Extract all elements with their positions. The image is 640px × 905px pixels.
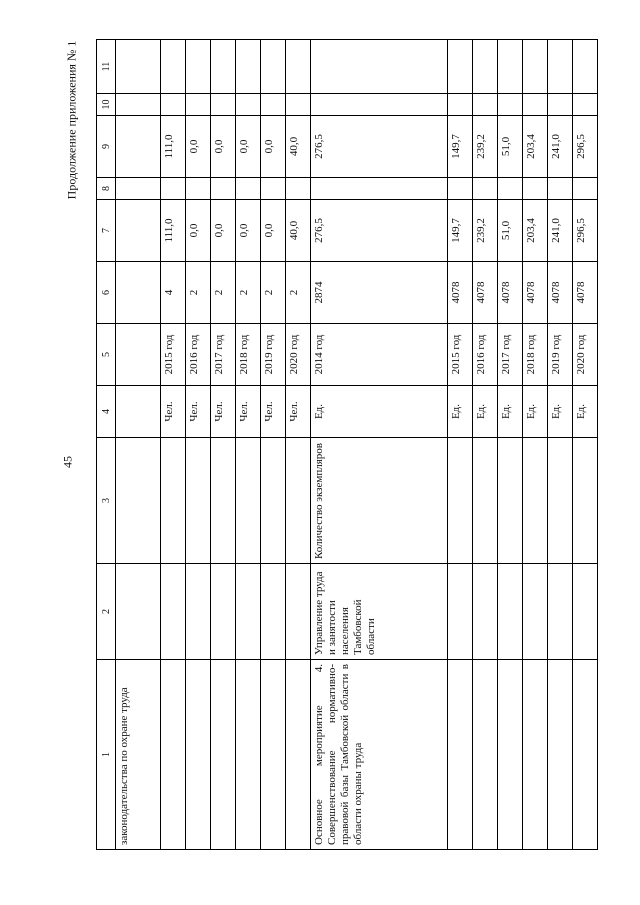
table-cell-col-6: 2	[211, 262, 236, 324]
table-cell-col-8	[448, 178, 473, 200]
table-cell-col-10	[523, 94, 548, 116]
table-cell-col-4: Чел.	[236, 386, 261, 438]
table-cell-col-9: 0,0	[211, 116, 236, 178]
table-cell-col-3	[236, 438, 261, 564]
table-container	[96, 40, 587, 850]
table-body	[97, 40, 598, 850]
data-table	[96, 39, 598, 850]
table-cell-col-1	[523, 660, 548, 850]
table-cell-col-6: 4078	[573, 262, 598, 324]
table-cell-col-7: 276,5	[311, 200, 448, 262]
table-cell-col-9: 40,0	[286, 116, 311, 178]
table-cell-col-8	[261, 178, 286, 200]
table-cell-col-5: 2019 год	[548, 324, 573, 386]
table-cell-col-3	[186, 438, 211, 564]
table-cell-col-6: 4078	[548, 262, 573, 324]
table-row	[116, 40, 161, 850]
table-cell-col-2	[261, 564, 286, 660]
table-cell-col-10	[573, 94, 598, 116]
table-row	[161, 40, 186, 850]
table-cell-col-1	[473, 660, 498, 850]
table-cell-col-3	[498, 438, 523, 564]
rotated-sheet	[96, 40, 587, 850]
table-cell-col-4: Ед.	[548, 386, 573, 438]
table-cell-col-3	[211, 438, 236, 564]
table-cell-col-11	[548, 40, 573, 94]
column-header-5: 5	[97, 324, 116, 386]
table-cell-col-10	[473, 94, 498, 116]
table-cell-col-10	[548, 94, 573, 116]
table-cell-col-3	[286, 438, 311, 564]
table-cell-col-2	[573, 564, 598, 660]
table-cell-col-8	[286, 178, 311, 200]
table-cell-col-3	[161, 438, 186, 564]
table-row	[523, 40, 548, 850]
table-cell-col-11	[116, 40, 161, 94]
table-cell-col-10	[498, 94, 523, 116]
table-cell-col-9: 276,5	[311, 116, 448, 178]
column-header-1: 1	[97, 660, 116, 850]
table-cell-col-2	[548, 564, 573, 660]
table-cell-col-6: 2	[261, 262, 286, 324]
table-cell-col-2	[448, 564, 473, 660]
table-cell-col-4: Чел.	[211, 386, 236, 438]
table-row	[448, 40, 473, 850]
table-cell-col-5: 2018 год	[523, 324, 548, 386]
table-row	[473, 40, 498, 850]
continuation-label: Продолжение приложения № 1	[64, 40, 79, 200]
table-cell-col-11	[311, 40, 448, 94]
table-cell-col-3	[261, 438, 286, 564]
table-cell-col-6: 2874	[311, 262, 448, 324]
table-cell-col-11	[498, 40, 523, 94]
table-cell-col-4	[116, 386, 161, 438]
table-cell-col-10	[186, 94, 211, 116]
table-cell-col-1	[548, 660, 573, 850]
table-cell-col-9	[116, 116, 161, 178]
table-cell-col-2	[116, 564, 161, 660]
table-cell-col-11	[523, 40, 548, 94]
table-cell-col-5: 2020 год	[573, 324, 598, 386]
table-cell-col-1	[448, 660, 473, 850]
table-cell-col-1	[286, 660, 311, 850]
table-cell-col-7: 0,0	[186, 200, 211, 262]
table-cell-col-6	[116, 262, 161, 324]
table-cell-col-3	[523, 438, 548, 564]
table-row	[311, 40, 448, 850]
table-cell-col-11	[448, 40, 473, 94]
table-cell-col-1	[573, 660, 598, 850]
table-cell-col-9: 111,0	[161, 116, 186, 178]
table-cell-col-8	[236, 178, 261, 200]
table-cell-col-5: 2016 год	[186, 324, 211, 386]
table-cell-col-7: 0,0	[211, 200, 236, 262]
table-row	[186, 40, 211, 850]
table-cell-col-8	[498, 178, 523, 200]
table-cell-col-4: Чел.	[261, 386, 286, 438]
table-cell-col-6: 4078	[498, 262, 523, 324]
table-cell-col-6: 2	[286, 262, 311, 324]
column-header-11: 11	[97, 40, 116, 94]
table-cell-col-5: 2015 год	[161, 324, 186, 386]
table-cell-col-4: Чел.	[286, 386, 311, 438]
table-cell-col-4: Ед.	[473, 386, 498, 438]
table-cell-col-4: Ед.	[311, 386, 448, 438]
table-cell-col-2	[186, 564, 211, 660]
table-cell-col-10	[236, 94, 261, 116]
table-cell-col-9: 239,2	[473, 116, 498, 178]
table-row	[548, 40, 573, 850]
table-row	[573, 40, 598, 850]
table-row	[286, 40, 311, 850]
table-cell-col-3: Количество экземпляров	[311, 438, 448, 564]
table-cell-col-7	[116, 200, 161, 262]
table-cell-col-4: Ед.	[523, 386, 548, 438]
column-header-6: 6	[97, 262, 116, 324]
table-cell-col-2: Управление труда и занятости населения Тамбовской области	[311, 564, 448, 660]
table-cell-col-6: 4078	[523, 262, 548, 324]
table-cell-col-2	[473, 564, 498, 660]
table-cell-col-6: 2	[186, 262, 211, 324]
table-cell-col-7: 40,0	[286, 200, 311, 262]
table-cell-col-11	[573, 40, 598, 94]
table-cell-col-1	[211, 660, 236, 850]
table-cell-col-3	[448, 438, 473, 564]
table-cell-col-5: 2020 год	[286, 324, 311, 386]
table-cell-col-7: 51,0	[498, 200, 523, 262]
table-cell-col-5: 2019 год	[261, 324, 286, 386]
table-cell-col-2	[286, 564, 311, 660]
table-cell-col-10	[211, 94, 236, 116]
table-cell-col-8	[473, 178, 498, 200]
table-cell-col-7: 0,0	[261, 200, 286, 262]
table-cell-col-9: 51,0	[498, 116, 523, 178]
table-cell-col-7: 239,2	[473, 200, 498, 262]
table-cell-col-7: 111,0	[161, 200, 186, 262]
table-cell-col-2	[161, 564, 186, 660]
table-cell-col-8	[116, 178, 161, 200]
table-cell-col-10	[448, 94, 473, 116]
table-cell-col-9: 0,0	[236, 116, 261, 178]
table-cell-col-10	[161, 94, 186, 116]
table-cell-col-1	[498, 660, 523, 850]
table-cell-col-9: 296,5	[573, 116, 598, 178]
table-cell-col-9: 241,0	[548, 116, 573, 178]
table-cell-col-7: 0,0	[236, 200, 261, 262]
table-cell-col-2	[211, 564, 236, 660]
table-row	[211, 40, 236, 850]
table-cell-col-4: Ед.	[573, 386, 598, 438]
table-cell-col-5: 2016 год	[473, 324, 498, 386]
table-cell-col-2	[523, 564, 548, 660]
table-cell-col-8	[548, 178, 573, 200]
table-cell-col-10	[311, 94, 448, 116]
table-cell-col-11	[161, 40, 186, 94]
table-cell-col-5: 2015 год	[448, 324, 473, 386]
table-cell-col-11	[236, 40, 261, 94]
table-cell-col-1	[161, 660, 186, 850]
table-cell-col-11	[211, 40, 236, 94]
table-cell-col-8	[523, 178, 548, 200]
table-cell-col-11	[186, 40, 211, 94]
table-row	[261, 40, 286, 850]
table-cell-col-3	[116, 438, 161, 564]
table-cell-col-1	[236, 660, 261, 850]
table-cell-col-10	[286, 94, 311, 116]
table-cell-col-11	[473, 40, 498, 94]
table-cell-col-6: 2	[236, 262, 261, 324]
column-header-3: 3	[97, 438, 116, 564]
table-cell-col-6: 4078	[448, 262, 473, 324]
table-cell-col-5: 2018 год	[236, 324, 261, 386]
table-cell-col-9: 0,0	[261, 116, 286, 178]
column-header-9: 9	[97, 116, 116, 178]
table-cell-col-4: Чел.	[161, 386, 186, 438]
table-cell-col-6: 4078	[473, 262, 498, 324]
table-cell-col-8	[161, 178, 186, 200]
table-cell-col-8	[311, 178, 448, 200]
table-cell-col-2	[236, 564, 261, 660]
table-cell-col-11	[261, 40, 286, 94]
column-header-2: 2	[97, 564, 116, 660]
table-cell-col-8	[573, 178, 598, 200]
table-cell-col-9: 203,4	[523, 116, 548, 178]
table-row	[236, 40, 261, 850]
table-cell-col-4: Ед.	[448, 386, 473, 438]
column-header-10: 10	[97, 94, 116, 116]
table-cell-col-2	[498, 564, 523, 660]
table-cell-col-11	[286, 40, 311, 94]
table-cell-col-8	[211, 178, 236, 200]
table-cell-col-7: 241,0	[548, 200, 573, 262]
column-header-8: 8	[97, 178, 116, 200]
table-cell-col-4: Ед.	[498, 386, 523, 438]
column-header-4: 4	[97, 386, 116, 438]
table-cell-col-1	[186, 660, 211, 850]
table-cell-col-7: 296,5	[573, 200, 598, 262]
page-number: 45	[60, 456, 75, 468]
table-cell-col-3	[573, 438, 598, 564]
table-cell-col-3	[473, 438, 498, 564]
table-cell-col-7: 149,7	[448, 200, 473, 262]
table-cell-col-5	[116, 324, 161, 386]
table-cell-col-8	[186, 178, 211, 200]
table-cell-col-6: 4	[161, 262, 186, 324]
table-cell-col-5: 2017 год	[498, 324, 523, 386]
table-cell-col-4: Чел.	[186, 386, 211, 438]
header-row	[97, 40, 116, 850]
table-cell-col-5: 2014 год	[311, 324, 448, 386]
table-cell-col-3	[548, 438, 573, 564]
table-cell-col-9: 0,0	[186, 116, 211, 178]
table-cell-col-7: 203,4	[523, 200, 548, 262]
table-cell-col-1: законодательства по охране труда	[116, 660, 161, 850]
table-cell-col-9: 149,7	[448, 116, 473, 178]
table-cell-col-1	[261, 660, 286, 850]
table-cell-col-5: 2017 год	[211, 324, 236, 386]
table-row	[498, 40, 523, 850]
table-cell-col-1: Основное мероприятие 4. Совершенствование нормативно-правовой базы Тамбовской области в области охраны труда	[311, 660, 448, 850]
table-cell-col-10	[116, 94, 161, 116]
table-cell-col-10	[261, 94, 286, 116]
column-header-7: 7	[97, 200, 116, 262]
